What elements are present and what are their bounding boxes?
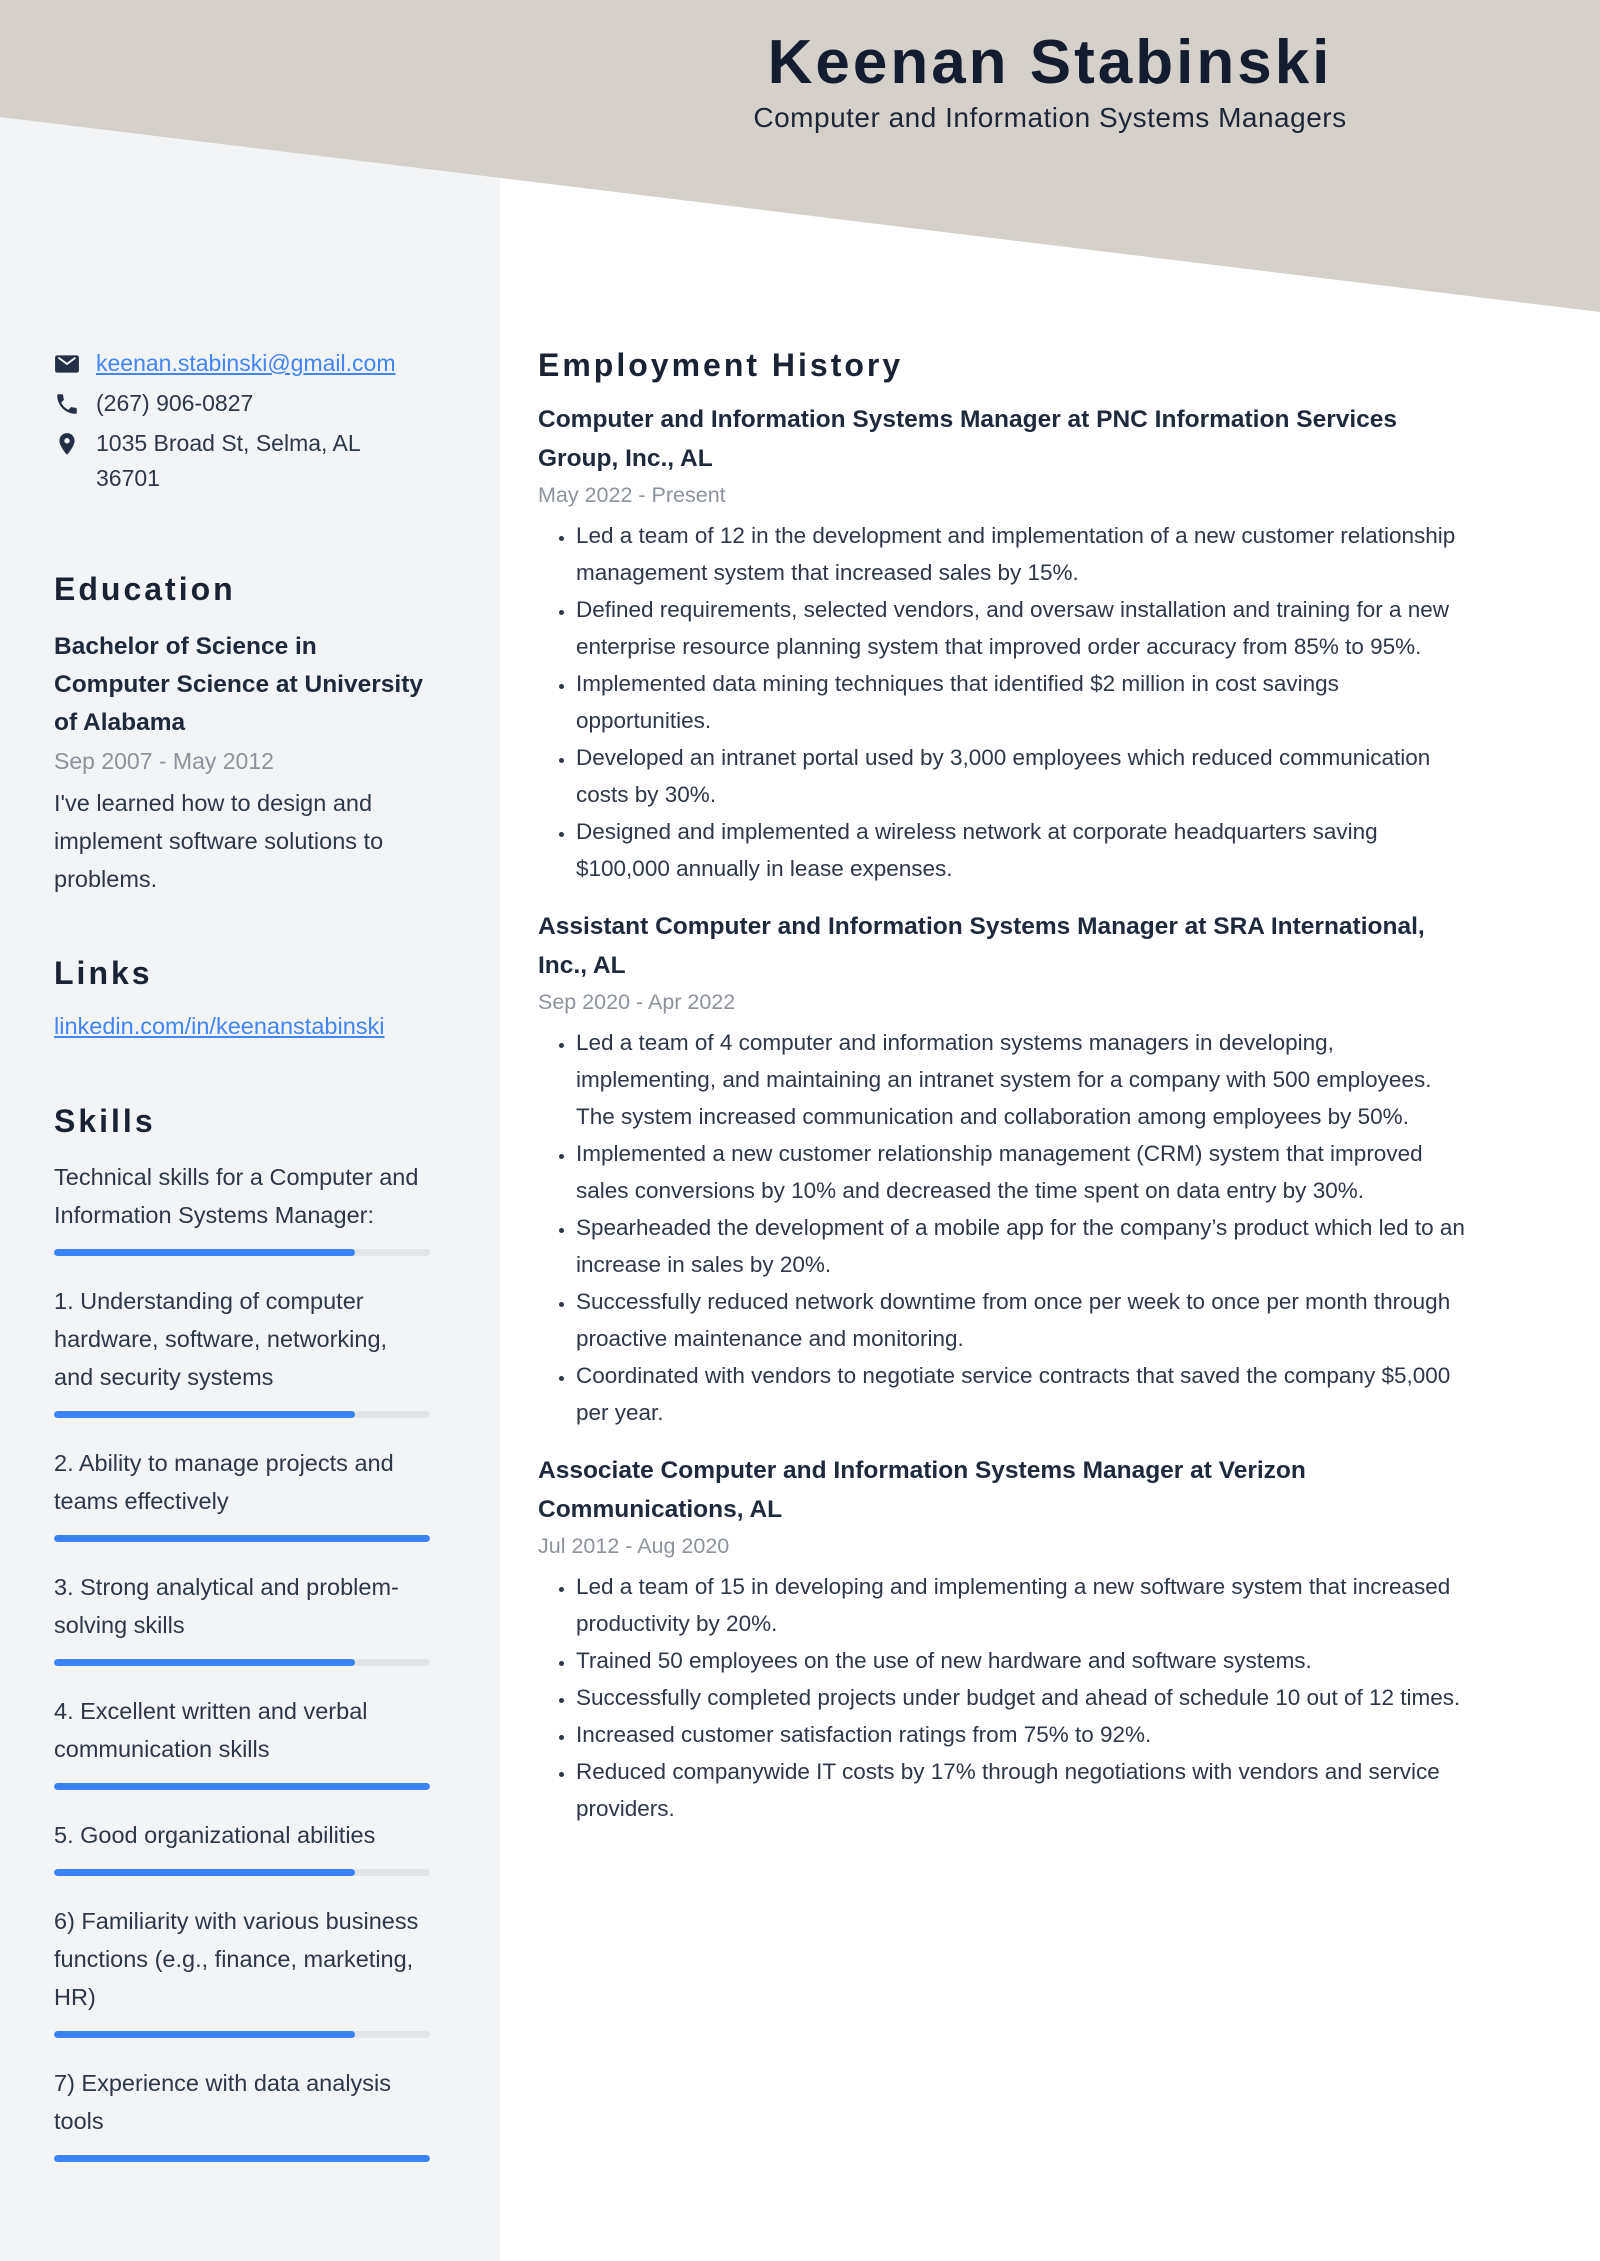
skill-progress-track	[54, 1535, 430, 1542]
job-bullet: • Spearheaded the development of a mobile app for the company’s product which led to an increase in sales by 20%.	[576, 1209, 1468, 1283]
skill-progress-fill	[54, 1535, 430, 1542]
job-bullet: • Implemented data mining techniques that identified $2 million in cost savings opportunities.	[576, 665, 1468, 739]
sidebar	[54, 346, 430, 2188]
skills-heading: Skills	[54, 1103, 156, 1139]
skill-item-6	[54, 1902, 430, 2038]
skill-item-3	[54, 1568, 430, 1666]
job-title: Computer and Information Systems Manager at PNC Information Services Group, Inc., AL	[538, 406, 1398, 472]
contact-address-row	[54, 426, 430, 496]
skill-progress-fill	[54, 1659, 355, 1666]
skill-progress-track	[54, 2031, 430, 2038]
skill-item-2	[54, 1444, 430, 1542]
skills-section	[54, 1102, 430, 2162]
job-bullet: • Led a team of 4 computer and information systems managers in developing, implementing, and maintaining an intranet system for a company with 500 employees. The system increased communication and collaboration among employees by 50%.	[576, 1024, 1468, 1135]
job-bullet-list	[538, 1024, 1468, 1431]
envelope-icon	[54, 351, 80, 377]
contact-phone-row	[54, 386, 430, 421]
person-job-title: Computer and Information Systems Managers	[753, 102, 1347, 133]
job-bullet: • Designed and implemented a wireless network at corporate headquarters saving $100,000 annually in lease expenses.	[576, 813, 1468, 887]
skills-intro	[54, 1158, 430, 1256]
skill-label: 1. Understanding of computer hardware, software, networking, and security systems	[54, 1288, 388, 1390]
skill-label: 3. Strong analytical and problem-solving skills	[54, 1574, 399, 1638]
skill-progress-track	[54, 1411, 430, 1418]
job-bullet: • Increased customer satisfaction ratings from 75% to 92%.	[576, 1716, 1468, 1753]
address-text: 1035 Broad St, Selma, AL 36701	[96, 430, 360, 491]
education-section	[54, 570, 430, 898]
job-bullet: • Successfully reduced network downtime from once per week to once per month through proactive maintenance and monitoring.	[576, 1283, 1468, 1357]
links-section	[54, 954, 430, 1044]
email-link[interactable]: keenan.stabinski@gmail.com	[96, 350, 396, 376]
contact-email-row	[54, 346, 430, 381]
person-name: Keenan Stabinski	[767, 28, 1333, 97]
skill-progress-track	[54, 1783, 430, 1790]
education-degree: Bachelor of Science in Computer Science at University of Alabama	[54, 633, 423, 736]
skill-item-5	[54, 1816, 430, 1876]
skill-progress-track	[54, 2155, 430, 2162]
job-entry-1	[538, 400, 1468, 887]
skill-item-7	[54, 2064, 430, 2162]
skill-label: 6) Familiarity with various business functions (e.g., finance, marketing, HR)	[54, 1908, 419, 2010]
linkedin-link[interactable]: linkedin.com/in/keenanstabinski	[54, 1013, 385, 1039]
skill-progress-track	[54, 1659, 430, 1666]
skill-progress-fill	[54, 2031, 355, 2038]
skill-label: 4. Excellent written and verbal communication skills	[54, 1698, 368, 1762]
education-description: I've learned how to design and implement software solutions to problems.	[54, 790, 384, 892]
job-title: Assistant Computer and Information Systems Manager at SRA International, Inc., AL	[538, 913, 1425, 979]
job-bullet: • Coordinated with vendors to negotiate service contracts that saved the company $5,000 per year.	[576, 1357, 1468, 1431]
link-item	[54, 1008, 430, 1044]
skill-label: 2. Ability to manage projects and teams effectively	[54, 1450, 394, 1514]
skill-progress-fill	[54, 1783, 430, 1790]
skill-label: 5. Good organizational abilities	[54, 1822, 376, 1848]
job-bullet: • Developed an intranet portal used by 3,000 employees which reduced communication costs by 30%.	[576, 739, 1468, 813]
employment-history-section	[538, 346, 1468, 1827]
skill-progress-fill	[54, 1249, 355, 1256]
skill-progress-track	[54, 1249, 430, 1256]
job-bullet: • Successfully completed projects under budget and ahead of schedule 10 out of 12 times.	[576, 1679, 1468, 1716]
job-bullet: • Defined requirements, selected vendors, and oversaw installation and training for a new enterprise resource planning system that improved order accuracy from 85% to 95%.	[576, 591, 1468, 665]
skill-progress-fill	[54, 1411, 355, 1418]
phone-number: (267) 906-0827	[96, 390, 254, 416]
job-title: Associate Computer and Information Systems Manager at Verizon Communications, AL	[538, 1457, 1306, 1523]
skill-progress-fill	[54, 1869, 355, 1876]
skill-item-4	[54, 1692, 430, 1790]
links-heading: Links	[54, 955, 153, 991]
job-bullet-list	[538, 1568, 1468, 1827]
education-heading: Education	[54, 571, 236, 607]
skill-label: 7) Experience with data analysis tools	[54, 2070, 392, 2134]
job-bullet: • Led a team of 12 in the development and implementation of a new customer relationship management system that increased sales by 15%.	[576, 517, 1468, 591]
skills-intro-label: Technical skills for a Computer and Information Systems Manager:	[54, 1164, 419, 1228]
job-dates: Sep 2020 - Apr 2022	[538, 990, 736, 1014]
location-pin-icon	[54, 431, 80, 457]
skill-item-1	[54, 1282, 430, 1418]
job-dates: May 2022 - Present	[538, 483, 726, 507]
header	[500, 0, 1600, 134]
job-entry-2	[538, 907, 1468, 1431]
skill-progress-fill	[54, 2155, 430, 2162]
job-bullet: • Trained 50 employees on the use of new hardware and software systems.	[576, 1642, 1468, 1679]
phone-icon	[54, 391, 80, 417]
employment-heading: Employment History	[538, 347, 904, 383]
education-dates: Sep 2007 - May 2012	[54, 748, 274, 774]
job-bullet: • Reduced companywide IT costs by 17% through negotiations with vendors and service providers.	[576, 1753, 1468, 1827]
job-bullet-list	[538, 517, 1468, 887]
job-dates: Jul 2012 - Aug 2020	[538, 1534, 730, 1558]
job-entry-3	[538, 1451, 1468, 1827]
job-bullet: • Implemented a new customer relationship management (CRM) system that improved sales conversions by 10% and decreased the time spent on data entry by 30%.	[576, 1135, 1468, 1209]
job-bullet: • Led a team of 15 in developing and implementing a new software system that increased productivity by 20%.	[576, 1568, 1468, 1642]
skill-progress-track	[54, 1869, 430, 1876]
